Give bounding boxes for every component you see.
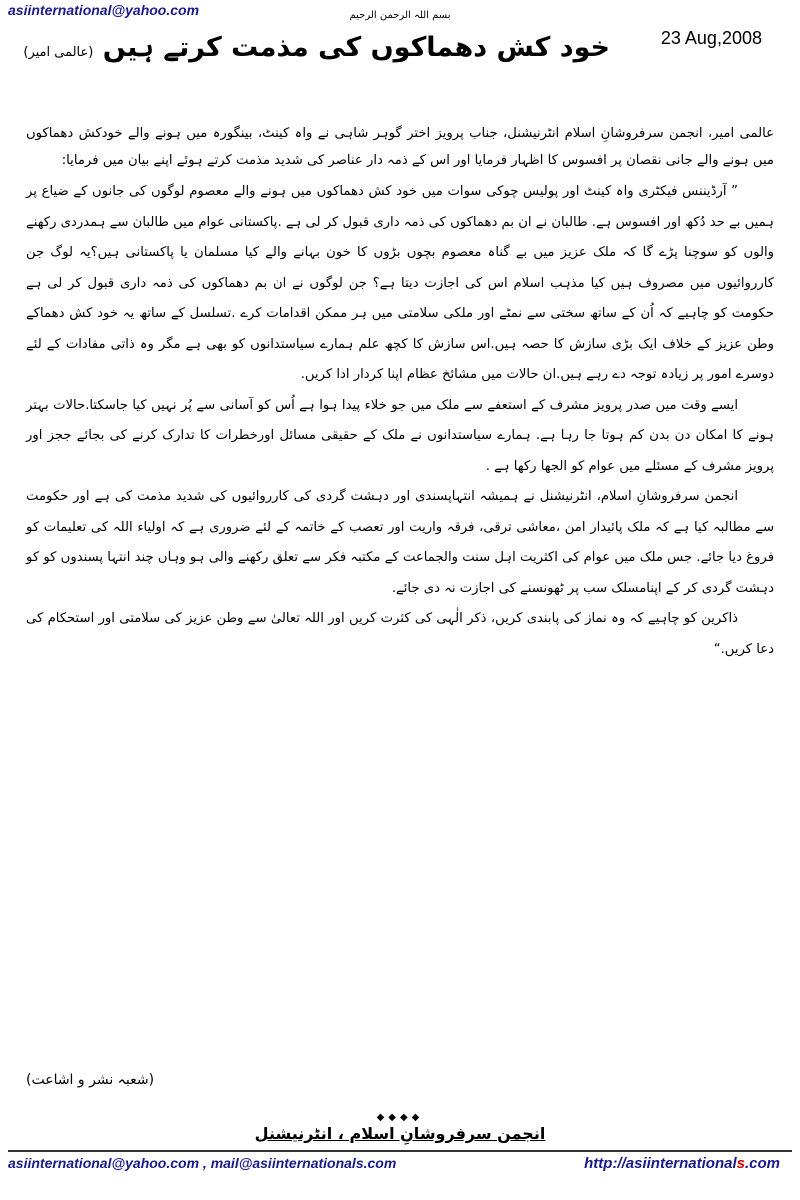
article-date: 23 Aug,2008 [660, 28, 762, 48]
organization-name: انجمن سرفروشانِ اسلام ، انٹرنیشنل [254, 1124, 546, 1143]
divider-diamonds: ◆◆◆◆ [376, 1112, 424, 1123]
article-paragraph: ایسے وقت میں صدر پرویز مشرف کے استعفے سے ملک میں جو خلاء پیدا ہوا ہے اُس کو آسانی سے پُر نہیں کیا جاسکتا.حالات بہتر ہونے کا امکان دن بدن کم ہوتا جا رہا ہے. ہمارے سیاستدانوں نے ملک کے حقیقی مسائل اورخطرات کا تدارک کرنے کی بجائے ججز اور پرویز مشرف کے مسئلے میں عوام کو الجھا رکھا ہے . [26, 397, 774, 474]
page-title [23, 32, 610, 63]
footer-website-link[interactable] [584, 1155, 780, 1172]
title-text: خود کش دھماکوں کی مذمت کرتے ہیں [102, 32, 610, 63]
footer-emails[interactable]: asiinternational@yahoo.com , mail@asiinternationals.com [8, 1155, 397, 1171]
url-highlight: s [736, 1155, 745, 1172]
article-paragraph: ” آرڈیننس فیکٹری واہ کینٹ اور پولیس چوکی سوات میں خود کش دھماکوں میں ہونے والے معصوم لوگوں کی جانوں کے ضیاع پر ہمیں بے حد دُکھ اور افسوس ہے. طالبان نے ان بم دھماکوں کی ذمہ داری قبول کر لی ہے .پاکستانی عوام میں طالبان سے ہمدردی رکھنے والوں کو سوچنا پڑے گا کہ ملک عزیز میں بے گناہ معصوم بچوں بڑوں کا خون بہانے والے کیا مسلمان یا پاکستانی ہیں؟یہ لوگ جن کارروائیوں میں مصروف ہیں کیا مذہب اسلام اس کی اجازت دیتا ہے؟ جن لوگوں نے ان بم دھماکوں کی ذمہ داری قبول کر لی ہے حکومت کو چاہیے کہ اُن کے ساتھ سختی سے نمٹے اور ملکی سلامتی میں ہر ممکن اقدامات کرے .تسلسل کے ساتھ یہ خود کش دھماکے وطن عزیز کے خلاف ایک بڑی سازش کا حصہ ہیں.اس سازش کا کچھ علم ہمارے سیاستدانوں کو بھی ہے مگر وہ ذاتی مفادات کے لئے دوسرے امور پر زیادہ توجہ دے رہے ہیں.ان حالات میں مشائخ عظام اپنا کردار ادا کریں. [26, 184, 774, 382]
article-intro: عالمی امیر، انجمن سرفروشانِ اسلام انٹرنیشنل، جناب پرویز اختر گوہر شاہی نے واہ کینٹ، بینگورہ میں ہونے والے خودکش دھماکوں میں ہونے والے جانی نقصان پر افسوس کا اظہار فرمایا اور اس کے ذمہ دار عناصر کی شدید مذمت کرتے ہوئے اپنے بیان میں فرمایا: [26, 126, 774, 168]
article-paragraph: انجمن سرفروشانِ اسلام، انٹرنیشنل نے ہمیشہ انتہاپسندی اور دہشت گردی کی کارروائیوں کی شدید مذمت کی ہے اور حکومت سے مطالبہ کیا ہے کہ ملک پائیدار امن ،معاشی ترقی، فرقہ واریت اور تعصب کے خاتمہ کے لئے ضروری ہے کہ اولیاء اللہ کی تعلیمات کو فروغ دیا جائے. جس ملک میں عوام کی اکثریت اہل سنت والجماعت کے مکتبہ فکر سے تعلق رکھنے والی ہو وہاں چند انتہا پسندوں کو کو دہشت گردی کر کے اپنامسلک سب پر ٹھونسنے کی اجازت نہ دی جائے. [26, 489, 774, 596]
article-signature: (شعبہ نشر و اشاعت) [26, 1072, 155, 1088]
footer-divider [8, 1150, 792, 1152]
article-paragraph: ذاکرین کو چاہیے کہ وہ نماز کی پابندی کریں، ذکر الٰہی کی کثرت کریں اور اللہ تعالیٰ سے وطن عزیز کی سلامتی اور استحکام کی دعا کریں.“ [26, 611, 774, 657]
basmala: بسم اللہ الرحمن الرحیم [349, 10, 451, 21]
title-author: (عالمی امیر) [23, 45, 94, 60]
url-suffix: .com [744, 1155, 780, 1172]
header-email[interactable]: asiinternational@yahoo.com [8, 2, 200, 18]
article-body [26, 120, 774, 665]
url-prefix: http://asiinternational [584, 1155, 737, 1172]
